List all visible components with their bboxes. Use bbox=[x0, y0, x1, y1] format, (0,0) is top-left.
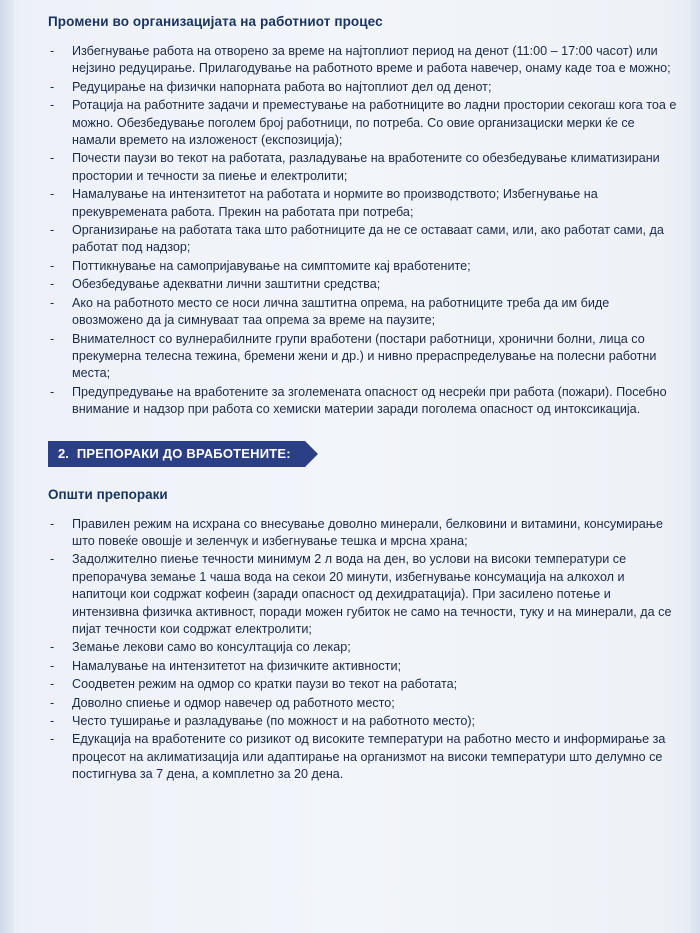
dash-marker: - bbox=[50, 640, 55, 655]
dash-marker: - bbox=[50, 44, 55, 58]
list-item bbox=[48, 79, 678, 96]
list-item bbox=[48, 258, 678, 275]
list-item bbox=[48, 150, 678, 185]
dash-marker: - bbox=[50, 384, 55, 399]
dash-marker: - bbox=[50, 331, 55, 346]
page-right-edge bbox=[690, 0, 700, 933]
list-item-text: Земање лекови само во консултација со лекар; bbox=[72, 640, 351, 655]
banner-arrow bbox=[305, 441, 318, 467]
list-item-text: Ако на работното место се носи лична заштитна опрема, на работниците треба да им биде овозможено да ја симнуваат таа опрема за време на паузите; bbox=[72, 295, 610, 328]
list-item-text: Едукација на вработените со ризикот од високите температури на работно место и информирање за процесот на аклиматизација или адаптирање на организмот на високи температури што делумно се постигнува за 7 дена, а комплетно за 20 дена. bbox=[72, 732, 666, 782]
dash-marker: - bbox=[50, 295, 55, 310]
list-item bbox=[48, 276, 678, 293]
list-item bbox=[48, 639, 678, 656]
banner-accent-arrow bbox=[372, 441, 385, 467]
list-item bbox=[48, 676, 678, 693]
list-item-text: Внимателност со вулнерабилните групи вработени (постари работници, хронични болни, лица со прекумерна телесна тежина, бремени жени и др.) и нивно прераспределување на полесни работни места; bbox=[72, 331, 657, 381]
list-item-text: Редуцирање на физички напорната работа во најтоплиот дел од денот; bbox=[72, 79, 492, 94]
dash-marker: - bbox=[50, 552, 55, 567]
banner-label: ПРЕПОРАКИ ДО ВРАБОТЕНИТЕ: bbox=[77, 441, 305, 467]
list-item-text: Поттикнување на самопријавување на симптомите кај вработените; bbox=[72, 258, 471, 273]
general-recommendations-list bbox=[48, 516, 678, 784]
list-item-text: Намалување на интензитетот на физичките активности; bbox=[72, 658, 401, 673]
list-item-text: Често туширање и разладување (по можност и на работното место); bbox=[72, 714, 476, 728]
dash-marker: - bbox=[50, 98, 55, 113]
list-item bbox=[48, 731, 678, 783]
list-item-text: Предупредување на вработените за зголемената опасност од несреќи при работа (пожари). Посебно внимание и надзор при работа со хемиски материи заради поголема опасност од интоксикација. bbox=[72, 384, 667, 417]
list-item bbox=[48, 516, 678, 551]
dash-marker: - bbox=[50, 695, 55, 710]
dash-marker: - bbox=[50, 732, 55, 747]
dash-marker: - bbox=[50, 151, 55, 166]
work-process-list bbox=[48, 43, 678, 419]
dash-marker: - bbox=[50, 258, 55, 273]
list-item bbox=[48, 97, 678, 149]
list-item-text: Намалување на интензитетот на работата и нормите во производството; Избегнување на прекувремената работа. Прекин на работата при потреба; bbox=[72, 187, 598, 219]
dash-marker: - bbox=[50, 516, 55, 531]
list-item-text: Обезбедување адекватни лични заштитни средства; bbox=[72, 277, 381, 292]
list-item bbox=[48, 658, 678, 675]
section-title-general-recommendations: Општи препораки bbox=[48, 486, 168, 502]
list-item bbox=[48, 713, 678, 730]
list-item-text: Почести паузи во текот на работата, разладување на вработените со обезбедување климатизирани простории и течности за пиење и електролити; bbox=[72, 151, 660, 183]
list-item-text: Доволно спиење и одмор навечер од работното место; bbox=[72, 695, 395, 710]
list-item-text: Правилен режим на исхрана со внесување доволно минерали, белковини и витамини, консумирање што повеќе овошје и зеленчук и избегнување тешка и мрсна храна; bbox=[72, 516, 664, 548]
section-banner bbox=[48, 441, 388, 467]
list-item bbox=[48, 222, 678, 257]
list-item bbox=[48, 295, 678, 330]
list-item-text: Задолжително пиење течности минимум 2 л вода на ден, во услови на високи температури се препорачува земање 1 чаша вода на секои 20 минути, избегнување консумација на алкохол и напитоци кои содржат кофеин (заради опасност од дехидратација). При засилено потење и интензивна физичка активност, поради можен губиток не само на течности, туку и на минерали, да се пијат течности кои содржат електролити; bbox=[72, 552, 672, 636]
dash-marker: - bbox=[50, 79, 55, 94]
list-item bbox=[48, 186, 678, 221]
dash-marker: - bbox=[50, 277, 55, 292]
dash-marker: - bbox=[50, 714, 55, 728]
list-item bbox=[48, 43, 678, 78]
list-item bbox=[48, 331, 678, 383]
list-item-text: Соодветен режим на одмор со кратки паузи во текот на работата; bbox=[72, 677, 458, 692]
dash-marker: - bbox=[50, 677, 55, 692]
page-left-edge bbox=[0, 0, 14, 933]
section-title-work-process: Промени во организацијата на работниот процес bbox=[48, 14, 383, 29]
list-item bbox=[48, 695, 678, 712]
dash-marker: - bbox=[50, 658, 55, 673]
banner-inner bbox=[48, 441, 318, 467]
list-item-text: Избегнување работа на отворено за време на најтоплиот период на денот (11:00 – 17:00 часот) или нејзино редуцирање. Прилагодување на работното време и работа навечер, онаму каде тоа е можно; bbox=[72, 44, 671, 76]
banner-number: 2. bbox=[48, 441, 77, 467]
dash-marker: - bbox=[50, 187, 55, 202]
dash-marker: - bbox=[50, 223, 55, 238]
list-item bbox=[48, 384, 678, 419]
list-item-text: Ротација на работните задачи и преместување на работниците во ладни простории секогаш кога тоа е можно. Обезбедување поголем број работници, по потреба. Со овие организациски мерки ќе се намали времето на изложеност (експозиција); bbox=[72, 98, 677, 148]
list-item-text: Организирање на работата така што работниците да не се оставаат сами, или, ако работат сами, да работат под надзор; bbox=[72, 223, 664, 255]
list-item bbox=[48, 551, 678, 638]
